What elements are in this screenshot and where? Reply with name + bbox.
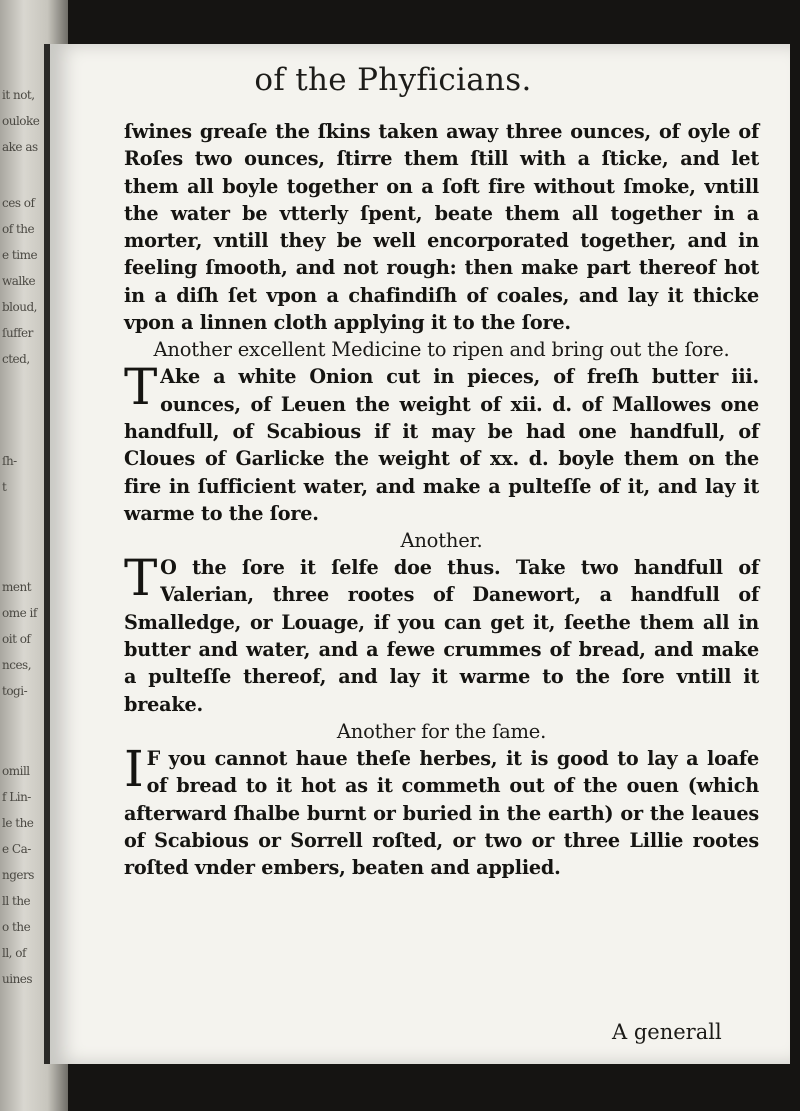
running-head: of the Phyficians. — [254, 62, 532, 98]
paragraph-white-onion — [124, 358, 759, 527]
drop-cap: T — [124, 358, 158, 417]
margin-fragment: ſuffer — [2, 326, 33, 340]
margin-fragment: ces of — [2, 196, 35, 210]
margin-fragment: uines — [2, 972, 33, 986]
margin-fragment: ake as — [2, 140, 38, 154]
catchword: A generall — [612, 1020, 722, 1044]
paragraph-text: Ake a white Onion cut in pieces, of freſh butter iii. ounces, of Leuen the weight of xii. d. of Mallowes one handfull, of Scabious if it may be had one handfull, of Cloues of Garlicke the weight of xx. d. boyle them on the fire in ſufficient water, and make a pulteſſe of it, and lay it warme to the ſore. — [124, 365, 759, 525]
margin-fragment: togi- — [2, 684, 28, 698]
paragraph-loaf-of-bread — [124, 739, 759, 881]
margin-fragment: ome if — [2, 606, 37, 620]
margin-fragment: ll, of — [2, 946, 26, 960]
heading-ripen-sore: Another excellent Medicine to ripen and bring out the ſore. — [153, 338, 730, 362]
drop-cap: T — [124, 549, 158, 608]
margin-fragment: cted, — [2, 352, 30, 366]
margin-fragment: ll the — [2, 894, 31, 908]
margin-fragment: f Lin- — [2, 790, 31, 804]
margin-fragment: nces, — [2, 658, 32, 672]
drop-cap: I — [124, 739, 144, 798]
margin-fragment: ouloke — [2, 114, 40, 128]
margin-fragment: bloud, — [2, 300, 37, 314]
paragraph-text: F you cannot haue theſe herbes, it is good to lay a loafe of bread to it hot as it commeth out of the ouen (which afterward ſhalbe burnt or buried in the earth) or the leaues of Scabious or Sorrell roſted, or two or three Lillie rootes roſted vnder embers, beaten and applied. — [124, 746, 759, 880]
margin-fragment: walke — [2, 274, 36, 288]
margin-fragment: le the — [2, 816, 34, 830]
margin-fragment: o the — [2, 920, 31, 934]
paragraph-ointment-continued: ſwines greaſe the ſkins taken away three ounces, of oyle of Roſes two ounces, ſtirre them ſtill with a ſticke, and let them all boyle together on a ſoft fire without ſmoke, vntill the water be vtterly ſpent, beate them all together in a morter, vntill they be well encorporated together, and in feeling ſmooth, and not rough: then make part thereof hot in a diſh ſet vpon a chafindiſh of coales, and lay it thicke vpon a linnen cloth applying it to the ſore. — [124, 120, 759, 335]
heading-another-for-same: Another for the ſame. — [336, 719, 547, 743]
paragraph-valerian — [124, 549, 759, 718]
heading-another: Another. — [400, 529, 483, 553]
margin-fragment: oit of — [2, 632, 31, 646]
margin-fragment: ngers — [2, 868, 34, 882]
margin-fragment: t — [2, 480, 7, 494]
margin-fragment: of the — [2, 222, 35, 236]
paragraph-text: O the ſore it ſelfe doe thus. Take two handfull of Valerian, three rootes of Danewort, a handfull of Smalledge, or Louage, if you can get it, ſeethe them all in butter and water, and a fewe crummes of bread, and make a pulteſſe thereof, and lay it warme to the ſore vntill it breake. — [124, 556, 759, 716]
margin-fragment: ment — [2, 580, 32, 594]
margin-fragment: ſh- — [2, 454, 17, 468]
margin-fragment: it not, — [2, 88, 35, 102]
margin-fragment: e time — [2, 248, 38, 262]
margin-fragment: e Ca- — [2, 842, 31, 856]
page-body — [124, 118, 759, 881]
margin-fragment: omill — [2, 764, 30, 778]
